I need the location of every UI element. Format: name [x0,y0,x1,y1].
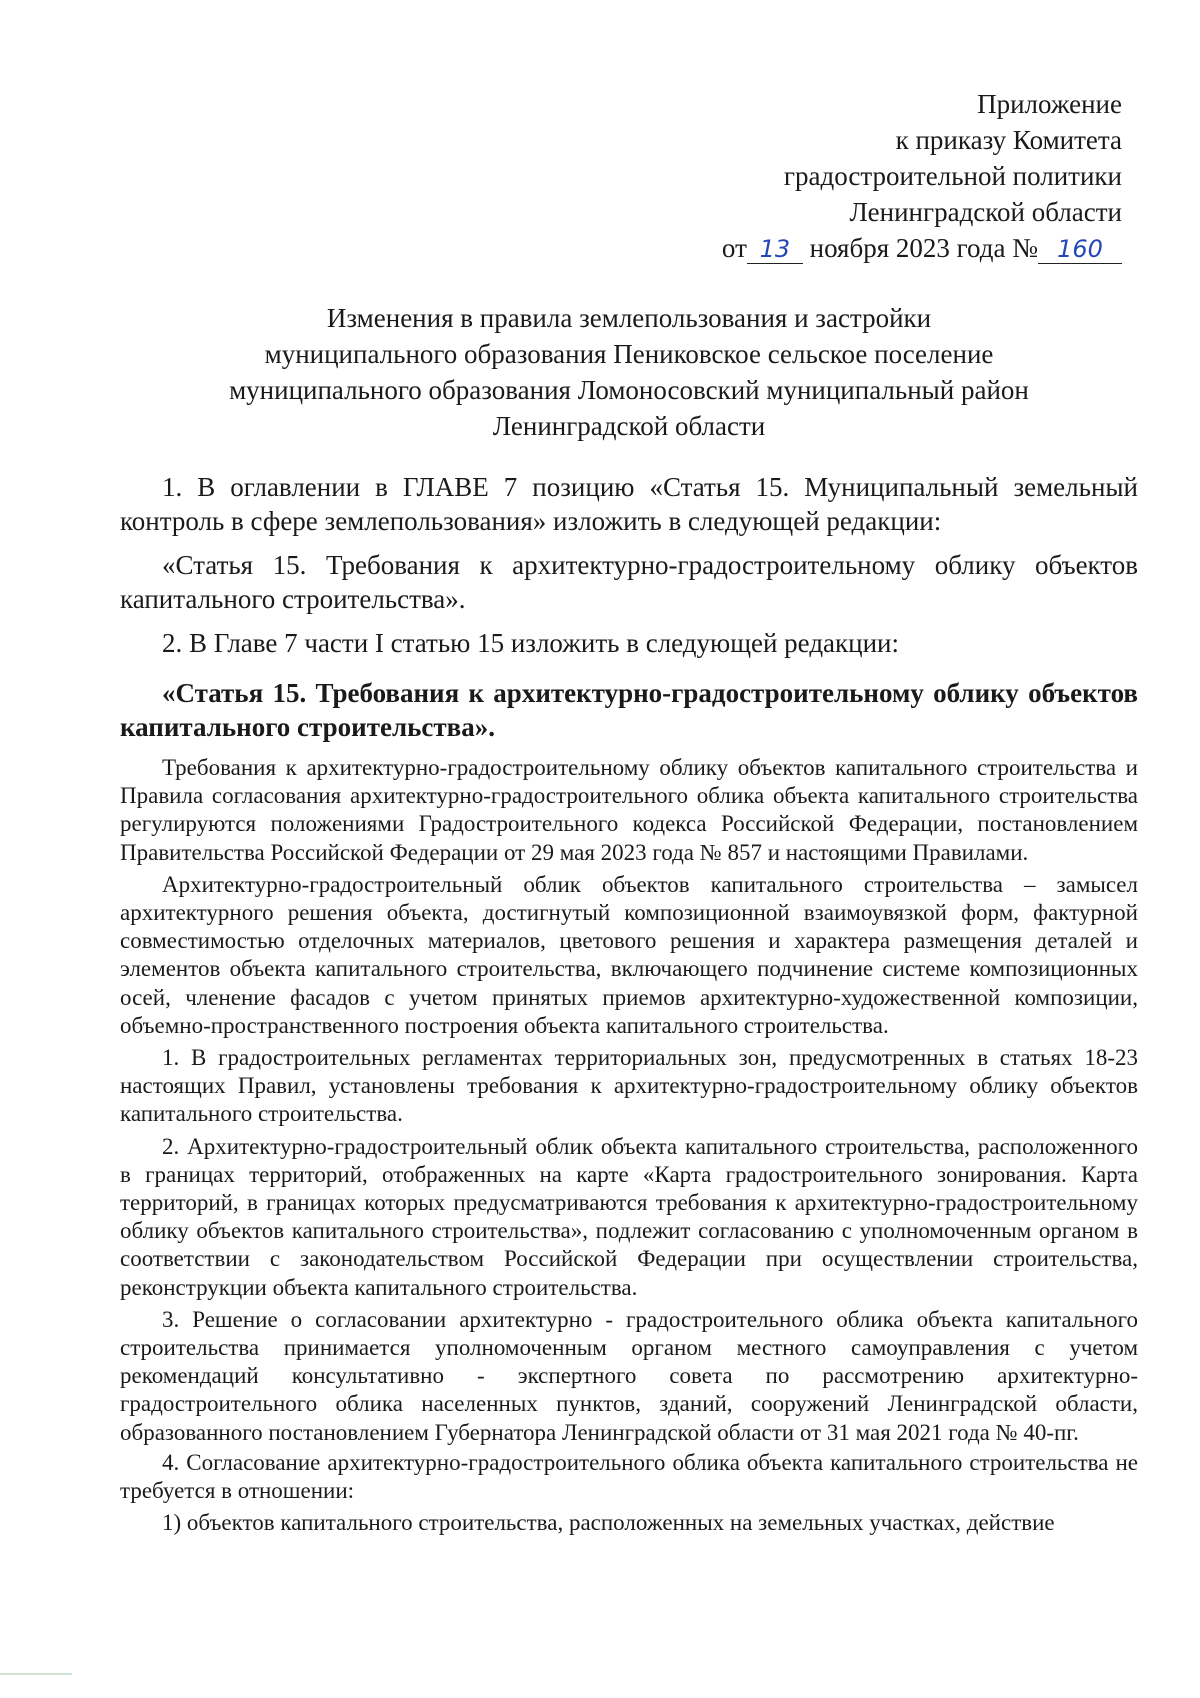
article-point-3: 3. Решение о согласовании архитектурно - градостроительного облика объекта капитального строительства принимается уполномоченным органом местного самоуправления с учетом рекомендаций консультативно - экспертного совета по рассмотрению архитектурно-градостроительного облика населенных пунктов, зданий, сооружений Ленинградской области, образованного постановлением Губернатора Ленинградской области от 31 мая 2021 года № 40-пг. [120,1306,1138,1445]
appendix-header [522,86,1122,266]
article-subpoint-1: 1) объектов капитального строительства, расположенных на земельных участках, действие [162,1510,1055,1536]
document-body [120,470,1138,1537]
title-line-1: Изменения в правила землепользования и застройки [326,303,932,333]
document-title [120,300,1138,444]
title-line-3: муниципального образования Ломоносовский муниципальный район [229,375,1029,405]
article-paragraph-1: Требования к архитектурно-градостроительному облику объектов капитального строительства и Правила согласования архитектурно-градостроительного облика объекта капитального строительства регулируются положениями Градостроительного кодекса Российской Федерации, постановлением Правительства Российской Федерации от 29 мая 2023 года № 857 и настоящими Правилами. [120,755,1138,865]
title-line-4: Ленинградской области [492,411,766,441]
region-name: Ленинградской области [849,197,1122,227]
handwritten-day: 13 [747,235,803,264]
appendix-label: Приложение [977,89,1122,119]
article-point-4: 4. Согласование архитектурно-градостроительного облика объекта капитального строительства не требуется в отношении: [120,1449,1138,1504]
item-1-quote: «Статья 15. Требования к архитектурно-градостроительному облику объектов капитального строительства». [120,550,1138,614]
committee-name: градостроительной политики [783,161,1122,191]
item-2: 2. В Главе 7 части I статью 15 изложить в следующей редакции: [162,628,900,658]
order-reference: к приказу Комитета [895,125,1122,155]
date-prefix: от [721,233,747,263]
article-heading: «Статья 15. Требования к архитектурно-градостроительному облику объектов капитального строительства». [120,678,1138,742]
item-1: 1. В оглавлении в ГЛАВЕ 7 позицию «Статья 15. Муниципальный земельный контроль в сфере землепользования» изложить в следующей редакции: [120,472,1138,536]
title-line-2: муниципального образования Пениковское сельское поселение [264,339,994,369]
date-middle: ноября 2023 года № [809,233,1038,263]
scan-edge-mark [0,1673,72,1675]
handwritten-order-number: 160 [1038,235,1122,264]
article-point-2: 2. Архитектурно-градостроительный облик объекта капитального строительства, расположенного в границах территорий, отображенных на карте «Карта градостроительного зонирования. Карта территорий, в границах которых предусматриваются требования к архитектурно-градостроительному облику объектов капитального строительства», подлежит согласованию с уполномоченным органом в соответствии с законодательством Российской Федерации при осуществлении строительства, реконструкции объекта капитального строительства. [120,1133,1138,1300]
article-point-1: 1. В градостроительных регламентах территориальных зон, предусмотренных в статьях 18-23 настоящих Правил, установлены требования к архитектурно-градостроительному облику объектов капитального строительства. [120,1045,1138,1127]
article-paragraph-2: Архитектурно-градостроительный облик объектов капитального строительства – замысел архитектурного решения объекта, достигнутый композиционной взаимоувязкой форм, фактурной совместимостью отделочных материалов, цветового решения и характера размещения деталей и элементов объекта капитального строительства, включающего подчинение системе композиционных осей, членение фасадов с учетом принятых приемов архитектурно-художественной композиции, объемно-пространственного построения объекта капитального строительства. [120,871,1138,1038]
order-date-line [522,230,1122,266]
